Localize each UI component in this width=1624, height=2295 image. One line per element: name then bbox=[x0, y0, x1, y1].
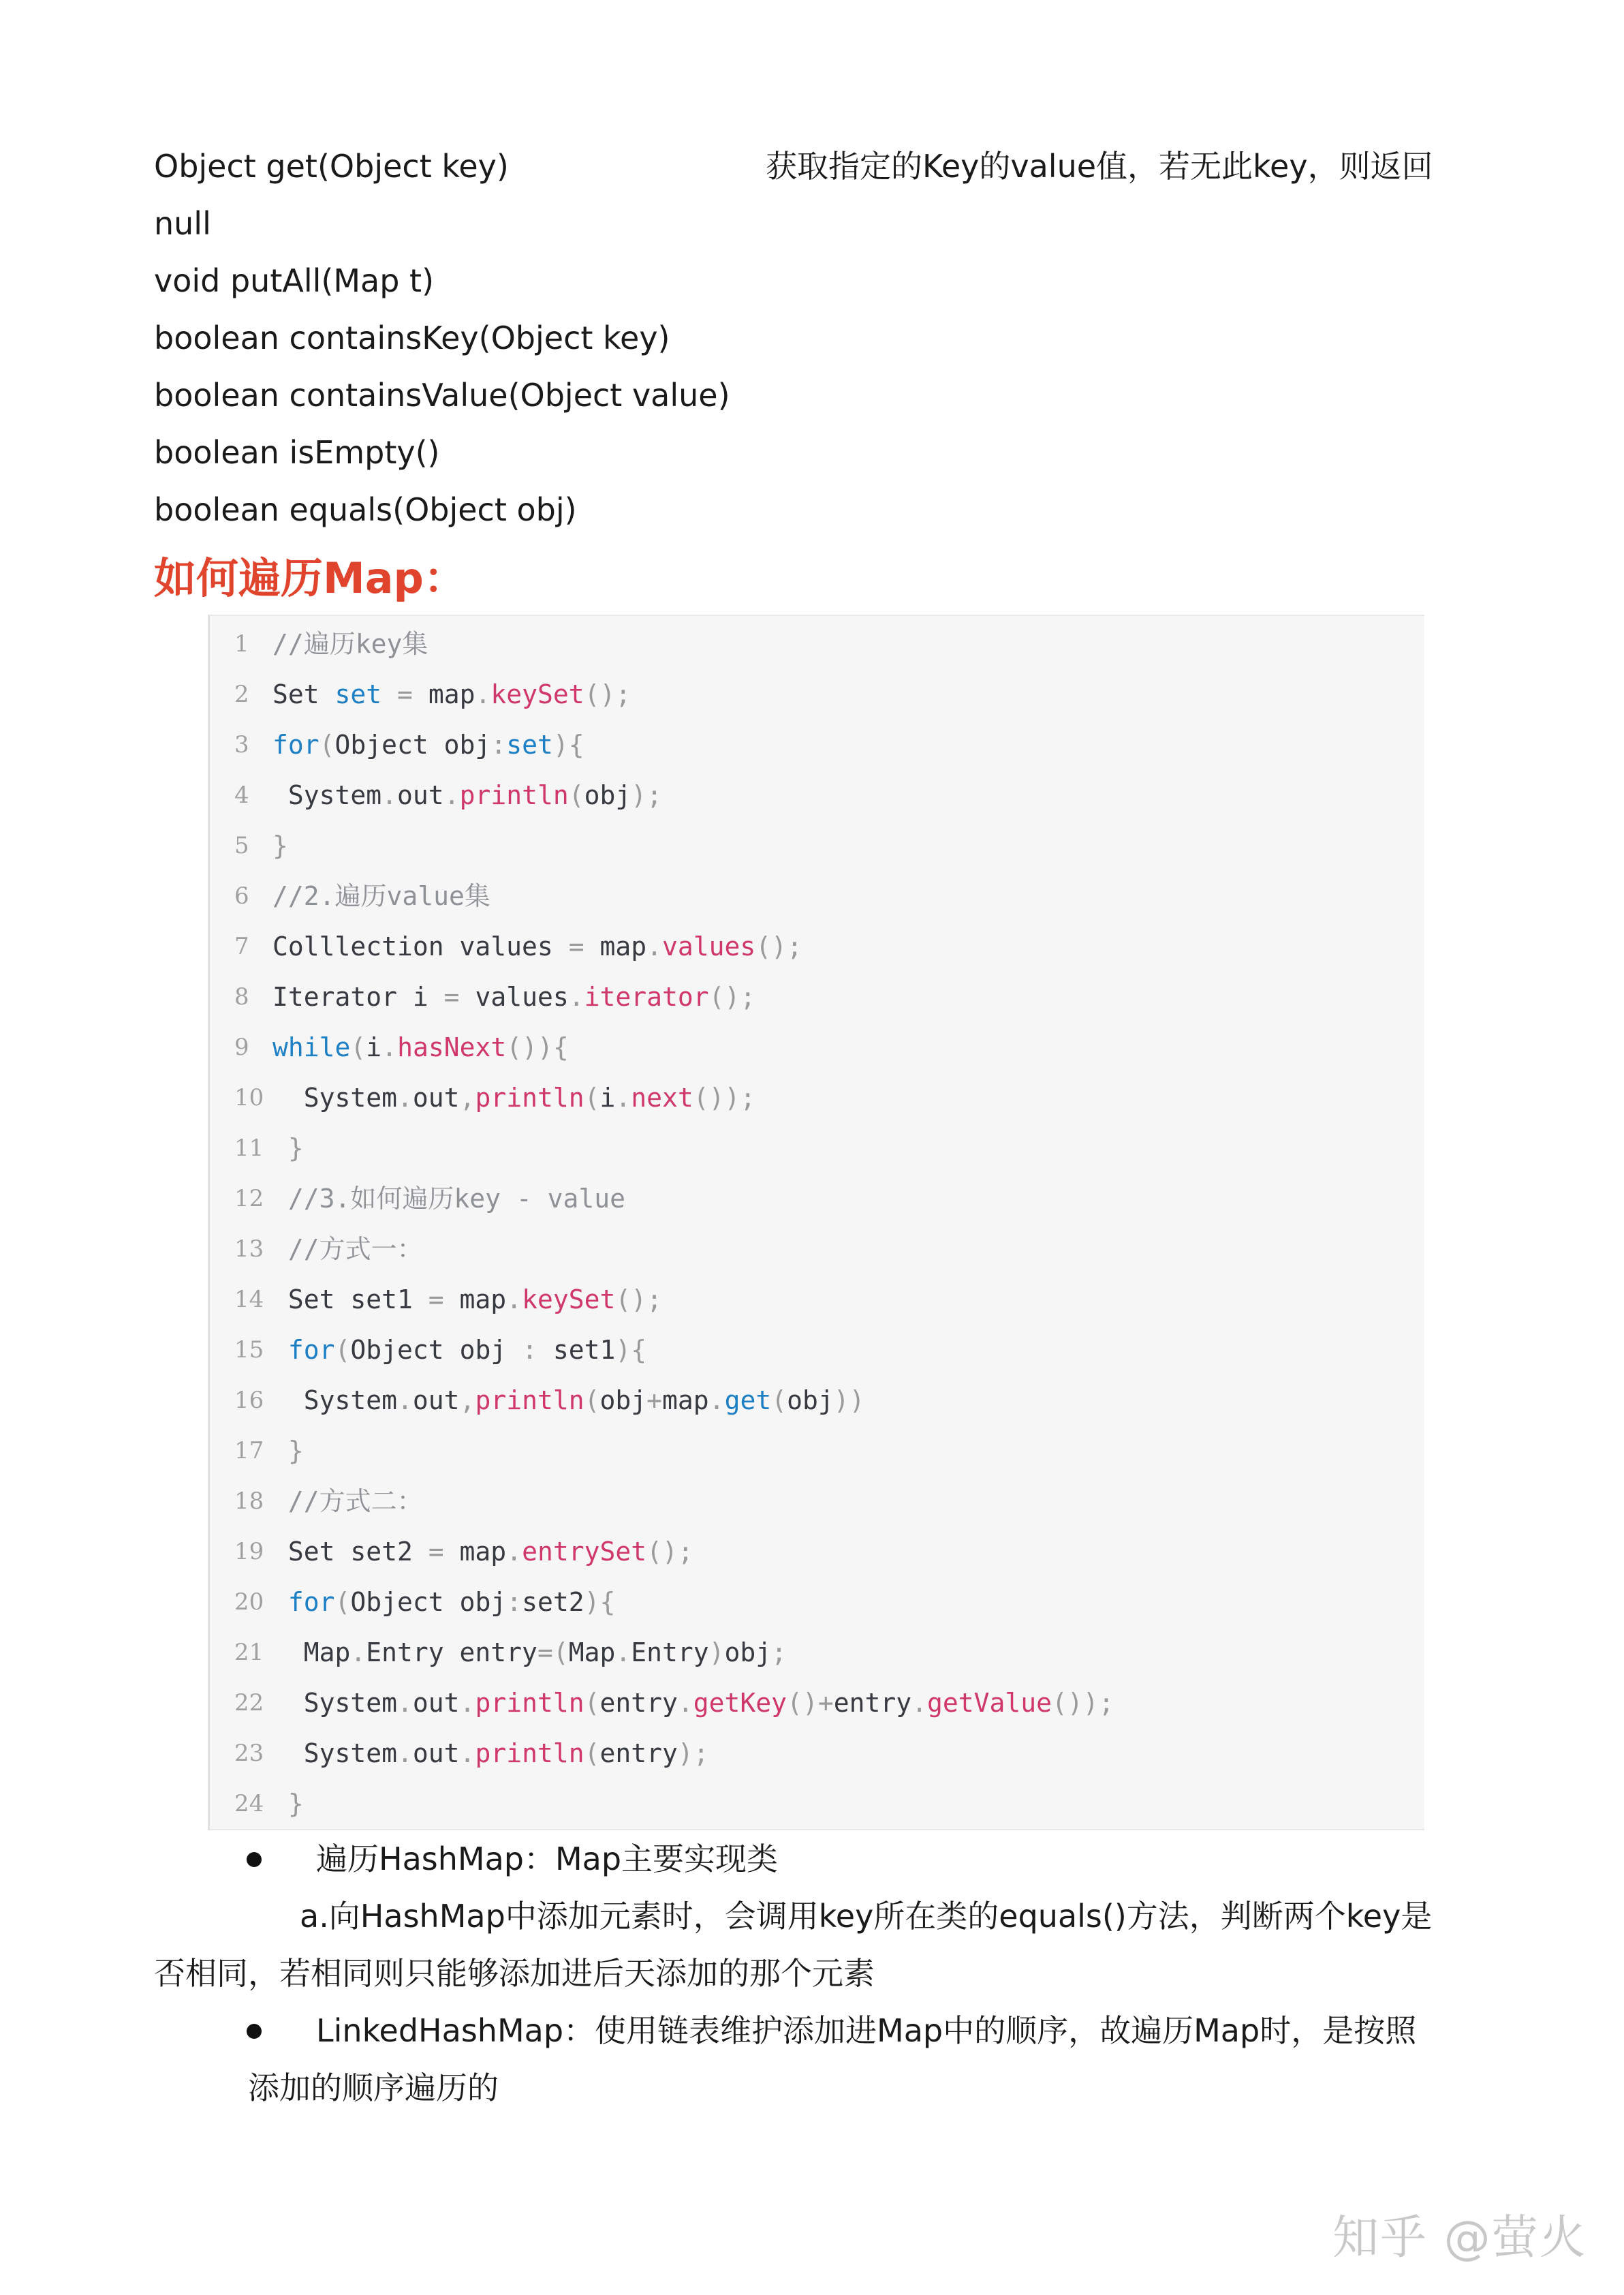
api-method-get: Object get(Object key) bbox=[154, 148, 509, 185]
watermark: 知乎 @萤火 bbox=[1332, 2211, 1587, 2265]
api-method-isempty: boolean isEmpty() bbox=[154, 434, 440, 471]
bullet-linkedhashmap-2: 添加的顺序遍历的 bbox=[248, 2069, 499, 2106]
line-number: 19 bbox=[234, 1538, 264, 1565]
line-number: 6 bbox=[234, 882, 249, 910]
line-number: 15 bbox=[234, 1336, 264, 1364]
bullet-linkedhashmap-1: LinkedHashMap：使用链表维护添加进Map中的顺序，故遍历Map时，是按照 bbox=[316, 2012, 1417, 2049]
code-block: 1 //遍历key集 2 Set set = map.keySet(); 3 for(Object obj:set){ 4 System.out.println(obj); 5 } 6 //2.遍历value集 7 Colllection values = map.values(); 8 Iterator i = values.iterator(); 9 while(i.hasNext()){ 10 System.out,println(i.next()); 11 } 12 //3.如何遍历key - value 13 //方式一： 14 Set set1 = map.keySet(); 15 for(Object obj : set1){ 16 System.out,println(obj+map.get(obj)) 17 } 18 //方式二： 19 Set set2 = map.entrySet(); 20 for(Object obj:set2){ 21 Map.Entry entry=(Map.Entry)obj; 22 System.out.println(entry.getKey()+entry.getValue()); 23 System.out.println(entry); 24 } bbox=[208, 615, 1424, 1830]
section-heading: 如何遍历Map： bbox=[154, 553, 466, 603]
api-method-containsvalue: boolean containsValue(Object value) bbox=[154, 377, 730, 414]
line-number: 12 bbox=[234, 1185, 264, 1212]
api-method-containskey: boolean containsKey(Object key) bbox=[154, 320, 670, 356]
bullet-hashmap-detail-1: a.向HashMap中添加元素时，会调用key所在类的equals()方法，判断两个key是 bbox=[300, 1898, 1433, 1935]
line-number: 20 bbox=[234, 1588, 264, 1616]
line-number: 23 bbox=[234, 1740, 264, 1767]
line-number: 5 bbox=[234, 832, 249, 859]
line-number: 16 bbox=[234, 1387, 264, 1414]
bullet-hashmap-detail-2: 否相同，若相同则只能够添加进后天添加的那个元素 bbox=[154, 1955, 875, 1992]
line-number: 21 bbox=[234, 1639, 264, 1666]
line-number: 3 bbox=[234, 731, 249, 758]
line-number: 10 bbox=[234, 1084, 264, 1111]
line-number: 8 bbox=[234, 983, 249, 1011]
api-method-get-description: 获取指定的Key的value值，若无此key，则返回 bbox=[766, 148, 1433, 185]
bullet-dot-icon bbox=[247, 2024, 262, 2039]
api-method-putall: void putAll(Map t) bbox=[154, 262, 435, 299]
api-method-equals: boolean equals(Object obj) bbox=[154, 491, 577, 528]
line-number: 2 bbox=[234, 681, 249, 708]
line-number: 13 bbox=[234, 1235, 264, 1263]
bullet-dot-icon bbox=[247, 1852, 262, 1867]
line-number: 22 bbox=[234, 1689, 264, 1716]
line-number: 11 bbox=[234, 1135, 264, 1162]
line-number: 9 bbox=[234, 1034, 249, 1061]
line-number: 1 bbox=[234, 630, 249, 658]
line-number: 4 bbox=[234, 782, 249, 809]
line-number: 17 bbox=[234, 1437, 264, 1464]
bullet-hashmap-title: 遍历HashMap：Map主要实现类 bbox=[316, 1840, 779, 1877]
line-number: 24 bbox=[234, 1790, 264, 1817]
line-number: 7 bbox=[234, 933, 249, 960]
line-number: 18 bbox=[234, 1488, 264, 1515]
api-method-get-description-continued: null bbox=[154, 205, 211, 242]
line-number: 14 bbox=[234, 1286, 264, 1313]
